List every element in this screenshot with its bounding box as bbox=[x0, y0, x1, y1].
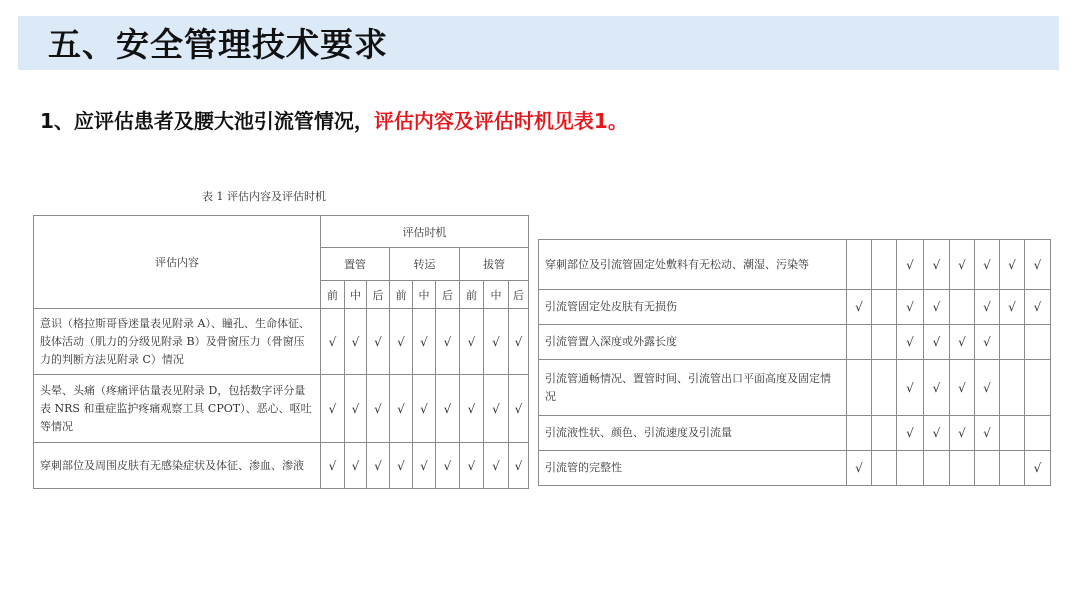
table-row bbox=[539, 240, 1051, 290]
timing-header: 评估时机 bbox=[321, 216, 529, 248]
check-cell: √ bbox=[975, 325, 1000, 360]
check-cell: √ bbox=[924, 240, 950, 290]
check-cell bbox=[872, 290, 897, 325]
check-cell: √ bbox=[413, 443, 436, 489]
check-cell bbox=[975, 451, 1000, 486]
group-header: 拔管 bbox=[460, 248, 529, 281]
subheader-cell: 前 bbox=[321, 281, 345, 309]
check-cell bbox=[897, 451, 924, 486]
check-cell: √ bbox=[847, 290, 872, 325]
row-content: 引流管的完整性 bbox=[539, 451, 847, 486]
check-cell bbox=[872, 240, 897, 290]
row-content: 穿刺部位及引流管固定处敷料有无松动、潮湿、污染等 bbox=[539, 240, 847, 290]
subheader-cell: 后 bbox=[436, 281, 460, 309]
check-cell: √ bbox=[460, 309, 484, 375]
check-cell bbox=[847, 325, 872, 360]
check-cell: √ bbox=[345, 309, 367, 375]
check-cell: √ bbox=[413, 309, 436, 375]
row-content: 引流管置入深度或外露长度 bbox=[539, 325, 847, 360]
row-content: 引流管通畅情况、置管时间、引流管出口平面高度及固定情况 bbox=[539, 360, 847, 416]
row-content: 引流液性状、颜色、引流速度及引流量 bbox=[539, 416, 847, 451]
check-cell: √ bbox=[345, 443, 367, 489]
check-cell: √ bbox=[460, 375, 484, 443]
check-cell bbox=[1000, 360, 1025, 416]
check-cell: √ bbox=[390, 375, 413, 443]
check-cell: √ bbox=[345, 375, 367, 443]
subheader-cell: 后 bbox=[509, 281, 529, 309]
check-cell: √ bbox=[321, 443, 345, 489]
check-cell: √ bbox=[509, 375, 529, 443]
check-cell: √ bbox=[509, 443, 529, 489]
check-cell: √ bbox=[897, 325, 924, 360]
check-cell bbox=[1000, 416, 1025, 451]
table-row bbox=[539, 290, 1051, 325]
check-cell bbox=[872, 451, 897, 486]
check-cell bbox=[1000, 325, 1025, 360]
subheader-cell: 中 bbox=[484, 281, 509, 309]
check-cell: √ bbox=[924, 290, 950, 325]
group-header: 转运 bbox=[390, 248, 460, 281]
check-cell: √ bbox=[897, 416, 924, 451]
table-row bbox=[34, 443, 529, 489]
check-cell: √ bbox=[950, 240, 975, 290]
subheader-cell: 前 bbox=[390, 281, 413, 309]
intro-highlight: 评估内容及评估时机见表1。 bbox=[373, 109, 628, 133]
subheader-cell: 中 bbox=[413, 281, 436, 309]
check-cell: √ bbox=[367, 309, 390, 375]
table-row bbox=[539, 360, 1051, 416]
check-cell: √ bbox=[975, 360, 1000, 416]
check-cell bbox=[1025, 416, 1051, 451]
check-cell bbox=[924, 451, 950, 486]
table-row bbox=[34, 375, 529, 443]
table-row bbox=[539, 325, 1051, 360]
check-cell: √ bbox=[897, 360, 924, 416]
check-cell: √ bbox=[367, 375, 390, 443]
row-content: 头晕、头痛（疼痛评估量表见附录 D，包括数字评分量表 NRS 和重症监护疼痛观察工具 CPOT）、恶心、呕吐等情况 bbox=[34, 375, 321, 443]
check-cell bbox=[847, 360, 872, 416]
check-cell bbox=[950, 451, 975, 486]
check-cell: √ bbox=[950, 325, 975, 360]
check-cell: √ bbox=[1025, 451, 1051, 486]
check-cell bbox=[847, 240, 872, 290]
check-cell: √ bbox=[436, 309, 460, 375]
check-cell bbox=[1000, 451, 1025, 486]
check-cell: √ bbox=[1025, 240, 1051, 290]
check-cell bbox=[1025, 325, 1051, 360]
group-header: 置管 bbox=[321, 248, 390, 281]
content-header: 评估内容 bbox=[34, 216, 321, 309]
check-cell: √ bbox=[484, 309, 509, 375]
check-cell: √ bbox=[924, 325, 950, 360]
subheader-cell: 前 bbox=[460, 281, 484, 309]
check-cell bbox=[950, 290, 975, 325]
check-cell: √ bbox=[509, 309, 529, 375]
check-cell: √ bbox=[1000, 290, 1025, 325]
subheader-cell: 后 bbox=[367, 281, 390, 309]
check-cell bbox=[872, 416, 897, 451]
assessment-table-left bbox=[33, 215, 529, 489]
check-cell: √ bbox=[924, 416, 950, 451]
check-cell: √ bbox=[321, 309, 345, 375]
row-content: 引流管固定处皮肤有无损伤 bbox=[539, 290, 847, 325]
check-cell: √ bbox=[975, 290, 1000, 325]
check-cell: √ bbox=[975, 416, 1000, 451]
assessment-table-right bbox=[538, 239, 1051, 486]
check-cell: √ bbox=[460, 443, 484, 489]
check-cell bbox=[1025, 360, 1051, 416]
subheader-cell: 中 bbox=[345, 281, 367, 309]
check-cell: √ bbox=[1025, 290, 1051, 325]
check-cell: √ bbox=[924, 360, 950, 416]
check-cell: √ bbox=[367, 443, 390, 489]
table1-caption: 表 1 评估内容及评估时机 bbox=[202, 190, 326, 203]
check-cell: √ bbox=[390, 443, 413, 489]
check-cell: √ bbox=[1000, 240, 1025, 290]
check-cell: √ bbox=[897, 240, 924, 290]
check-cell: √ bbox=[897, 290, 924, 325]
check-cell: √ bbox=[321, 375, 345, 443]
row-content: 意识（格拉斯哥昏迷量表见附录 A）、瞳孔、生命体征、肢体活动（肌力的分级见附录 B）及骨窗压力（骨窗压力的判断方法见附录 C）情况 bbox=[34, 309, 321, 375]
check-cell: √ bbox=[950, 360, 975, 416]
table-row bbox=[34, 309, 529, 375]
check-cell: √ bbox=[413, 375, 436, 443]
check-cell bbox=[872, 360, 897, 416]
check-cell: √ bbox=[436, 443, 460, 489]
intro-text bbox=[40, 106, 628, 136]
check-cell bbox=[872, 325, 897, 360]
check-cell: √ bbox=[436, 375, 460, 443]
check-cell: √ bbox=[484, 443, 509, 489]
check-cell: √ bbox=[484, 375, 509, 443]
check-cell: √ bbox=[390, 309, 413, 375]
page-title: 五、安全管理技术要求 bbox=[48, 25, 388, 64]
intro-prefix: 1、应评估患者及腰大池引流管情况， bbox=[40, 109, 374, 133]
table-row bbox=[539, 416, 1051, 451]
check-cell: √ bbox=[975, 240, 1000, 290]
check-cell: √ bbox=[950, 416, 975, 451]
row-content: 穿刺部位及周围皮肤有无感染症状及体征、渗血、渗液 bbox=[34, 443, 321, 489]
check-cell bbox=[847, 416, 872, 451]
table-row bbox=[539, 451, 1051, 486]
check-cell: √ bbox=[847, 451, 872, 486]
